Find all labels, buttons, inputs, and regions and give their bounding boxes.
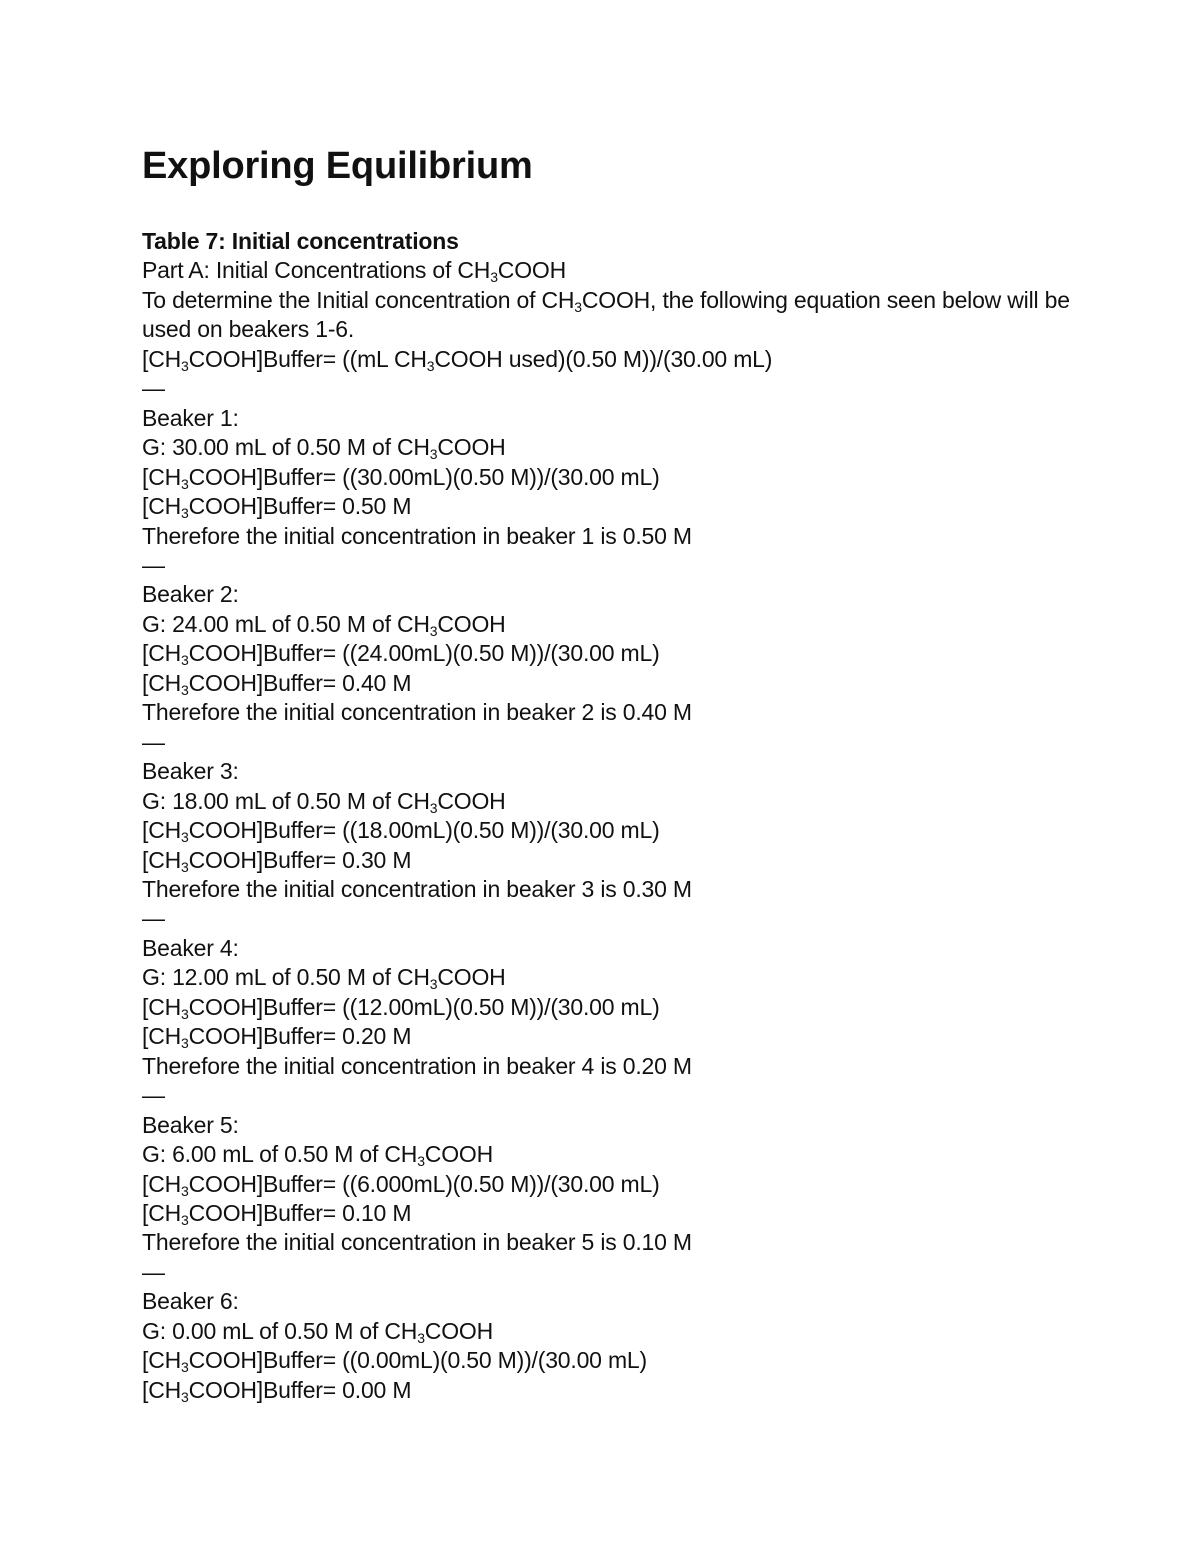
beaker-given: G: 24.00 mL of 0.50 M of $CH_3COOH$ <box>142 610 506 639</box>
beaker-result: $[CH_3COOH]Buffer= 0.40$ M <box>142 669 412 698</box>
beaker-result: $[CH_3COOH]Buffer= 0.50$ M <box>142 493 412 522</box>
general-equation: $[CH_3COOH]Buffer= ((mL$ $CH_3COOH$ used)(0.50 M))/(30.00 mL) <box>142 345 773 374</box>
beaker-label: Beaker 4: <box>142 934 239 961</box>
beaker-label: Beaker 1: <box>142 404 239 431</box>
beaker-section <box>142 1111 1102 1258</box>
beaker-result: $[CH_3COOH]Buffer= 0.30$ M <box>142 846 412 875</box>
beaker-result: $[CH_3COOH]Buffer= 0.10$ M <box>142 1199 412 1228</box>
beaker-calculation: $[CH_3COOH]Buffer= ((12.00mL)(0.50$ M))/(30.00 mL) <box>142 993 660 1022</box>
beaker-calculation: $[CH_3COOH]Buffer= ((6.000mL)(0.50$ M))/(30.00 mL) <box>142 1170 660 1199</box>
beaker-given: G: 6.00 mL of 0.50 M of $CH_3COOH$ <box>142 1141 493 1170</box>
separator: — <box>142 551 165 578</box>
separator: — <box>142 905 165 932</box>
separator: — <box>142 375 165 402</box>
part-heading: Part A: Initial Concentrations of $CH_3COOH$ <box>142 257 566 286</box>
beaker-label: Beaker 3: <box>142 758 239 785</box>
beaker-calculation: $[CH_3COOH]Buffer= ((18.00mL)(0.50$ M))/(30.00 mL) <box>142 817 660 846</box>
beaker-section <box>142 757 1102 904</box>
beaker-section <box>142 934 1102 1081</box>
beaker-given: G: 0.00 mL of 0.50 M of $CH_3COOH$ <box>142 1317 493 1346</box>
beaker-conclusion: Therefore the initial concentration in beaker 2 is 0.40 M <box>142 699 692 726</box>
beaker-section <box>142 404 1102 551</box>
beaker-given: G: 18.00 mL of 0.50 M of $CH_3COOH$ <box>142 787 506 816</box>
beaker-given: G: 12.00 mL of 0.50 M of $CH_3COOH$ <box>142 964 506 993</box>
beaker-result: $[CH_3COOH]Buffer= 0.20$ M <box>142 1023 412 1052</box>
document-title: Exploring Equilibrium <box>142 145 533 187</box>
beaker-section <box>142 580 1102 727</box>
beaker-label: Beaker 2: <box>142 581 239 608</box>
beaker-calculation: $[CH_3COOH]Buffer= ((24.00mL)(0.50$ M))/(30.00 mL) <box>142 640 660 669</box>
beaker-calculation: $[CH_3COOH]Buffer= ((30.00mL)(0.50$ M))/(30.00 mL) <box>142 463 660 492</box>
beaker-conclusion: Therefore the initial concentration in beaker 5 is 0.10 M <box>142 1229 692 1256</box>
beaker-result: $[CH_3COOH]Buffer= 0.00$ M <box>142 1376 412 1405</box>
document-page <box>142 138 1102 1405</box>
beaker-conclusion: Therefore the initial concentration in beaker 3 is 0.30 M <box>142 875 692 902</box>
separator: — <box>142 1082 165 1109</box>
beaker-section <box>142 1287 1102 1405</box>
beaker-label: Beaker 6: <box>142 1288 239 1315</box>
beaker-label: Beaker 5: <box>142 1111 239 1138</box>
beaker-calculation: $[CH_3COOH]Buffer= ((0.00mL)(0.50$ M))/(30.00 mL) <box>142 1347 647 1376</box>
separator: — <box>142 728 165 755</box>
intro-paragraph: To determine the Initial concentration of $CH_3COOH$, the following equation seen below will be used on beakers 1-6. <box>142 286 1070 343</box>
beaker-conclusion: Therefore the initial concentration in beaker 4 is 0.20 M <box>142 1052 692 1079</box>
table-heading: Table 7: Initial concentrations <box>142 228 459 254</box>
beaker-conclusion: Therefore the initial concentration in beaker 1 is 0.50 M <box>142 522 692 549</box>
beaker-given: G: 30.00 mL of 0.50 M of $CH_3COOH$ <box>142 434 506 463</box>
separator: — <box>142 1258 165 1285</box>
